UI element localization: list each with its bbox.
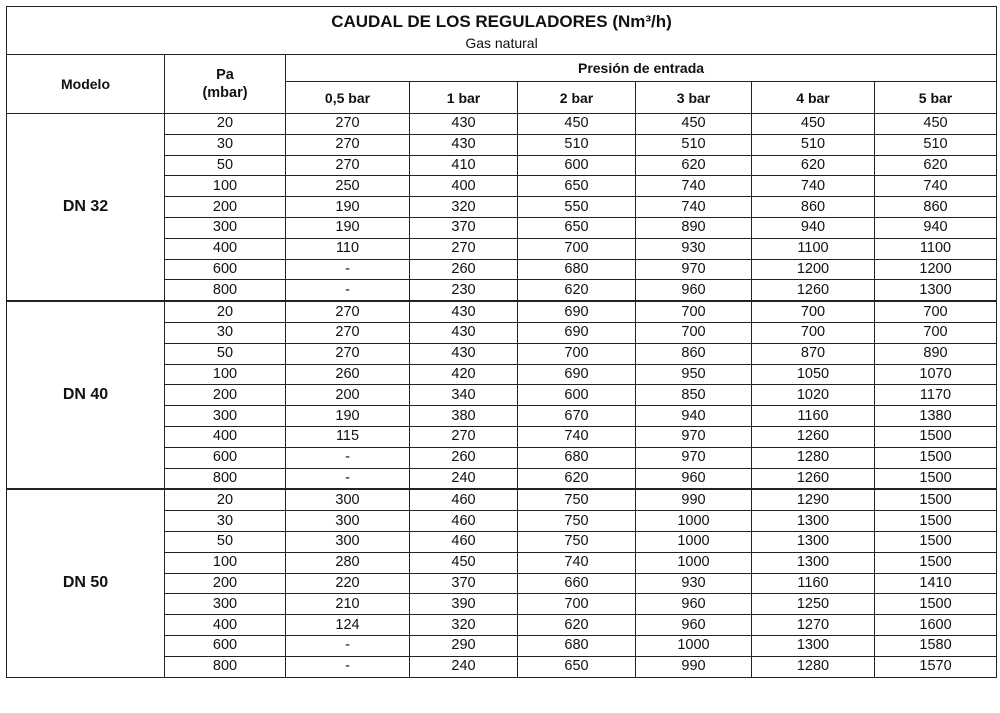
pa-value-cell: 400 (165, 238, 286, 259)
flow-value-cell: 870 (752, 343, 875, 364)
flow-value-cell: 1100 (752, 238, 875, 259)
regulator-flow-table (6, 6, 997, 678)
table-row (7, 114, 997, 135)
flow-value-cell: 1170 (875, 385, 997, 406)
flow-value-cell: 240 (410, 468, 518, 489)
flow-value-cell: 620 (636, 155, 752, 176)
flow-value-cell: 260 (286, 364, 410, 385)
pa-value-cell: 300 (165, 217, 286, 238)
flow-value-cell: 124 (286, 615, 410, 636)
pa-value-cell: 600 (165, 447, 286, 468)
flow-value-cell: 700 (518, 343, 636, 364)
flow-value-cell: 620 (518, 615, 636, 636)
flow-value-cell: 300 (286, 511, 410, 532)
pa-value-cell: 20 (165, 301, 286, 322)
pa-value-cell: 800 (165, 656, 286, 677)
flow-value-cell: 1290 (752, 489, 875, 510)
flow-value-cell: 1260 (752, 468, 875, 489)
flow-value-cell: 1070 (875, 364, 997, 385)
flow-value-cell: 250 (286, 176, 410, 197)
flow-value-cell: 1160 (752, 573, 875, 594)
flow-value-cell: 270 (286, 134, 410, 155)
flow-value-cell: 860 (875, 197, 997, 218)
flow-value-cell: 740 (518, 426, 636, 447)
flow-value-cell: 970 (636, 447, 752, 468)
pa-value-cell: 300 (165, 406, 286, 427)
flow-value-cell: 450 (752, 114, 875, 135)
flow-value-cell: 1500 (875, 468, 997, 489)
header-pa-line2: (mbar) (202, 85, 248, 101)
flow-value-cell: 270 (410, 426, 518, 447)
pa-value-cell: 20 (165, 114, 286, 135)
flow-value-cell: 1280 (752, 447, 875, 468)
flow-value-cell: 1300 (752, 635, 875, 656)
flow-value-cell: 200 (286, 385, 410, 406)
flow-value-cell: - (286, 468, 410, 489)
flow-value-cell: 1300 (752, 552, 875, 573)
flow-value-cell: 700 (636, 322, 752, 343)
flow-value-cell: 1020 (752, 385, 875, 406)
flow-value-cell: - (286, 280, 410, 301)
flow-value-cell: 990 (636, 489, 752, 510)
flow-value-cell: 270 (286, 155, 410, 176)
flow-value-cell: 430 (410, 134, 518, 155)
flow-value-cell: 510 (875, 134, 997, 155)
flow-value-cell: 960 (636, 280, 752, 301)
flow-value-cell: 1270 (752, 615, 875, 636)
flow-value-cell: 740 (636, 197, 752, 218)
pa-value-cell: 300 (165, 594, 286, 615)
flow-value-cell: 1280 (752, 656, 875, 677)
flow-value-cell: 1260 (752, 426, 875, 447)
pa-value-cell: 800 (165, 468, 286, 489)
flow-value-cell: 740 (636, 176, 752, 197)
flow-value-cell: 190 (286, 217, 410, 238)
flow-value-cell: 300 (286, 531, 410, 552)
flow-value-cell: 410 (410, 155, 518, 176)
flow-value-cell: 750 (518, 489, 636, 510)
pa-value-cell: 200 (165, 197, 286, 218)
flow-value-cell: 510 (518, 134, 636, 155)
flow-value-cell: 430 (410, 301, 518, 322)
pa-value-cell: 200 (165, 385, 286, 406)
flow-value-cell: 680 (518, 447, 636, 468)
flow-value-cell: 1500 (875, 531, 997, 552)
flow-value-cell: 320 (410, 615, 518, 636)
flow-value-cell: 190 (286, 406, 410, 427)
flow-value-cell: 1000 (636, 552, 752, 573)
flow-value-cell: 270 (410, 238, 518, 259)
flow-value-cell: 940 (752, 217, 875, 238)
flow-value-cell: 1410 (875, 573, 997, 594)
flow-value-cell: 1050 (752, 364, 875, 385)
flow-value-cell: 1300 (752, 531, 875, 552)
table-body (7, 114, 997, 678)
flow-value-cell: 430 (410, 322, 518, 343)
pa-value-cell: 600 (165, 259, 286, 280)
flow-value-cell: 260 (410, 259, 518, 280)
flow-value-cell: 1000 (636, 531, 752, 552)
pa-value-cell: 30 (165, 511, 286, 532)
header-pressure-3: 3 bar (636, 82, 752, 114)
flow-value-cell: 660 (518, 573, 636, 594)
flow-value-cell: 600 (518, 155, 636, 176)
flow-value-cell: 750 (518, 531, 636, 552)
model-cell: DN 40 (7, 301, 165, 489)
flow-value-cell: 690 (518, 364, 636, 385)
pa-value-cell: 200 (165, 573, 286, 594)
flow-value-cell: - (286, 635, 410, 656)
flow-value-cell: 950 (636, 364, 752, 385)
flow-value-cell: 450 (518, 114, 636, 135)
pa-value-cell: 800 (165, 280, 286, 301)
header-pressure-0: 0,5 bar (286, 82, 410, 114)
flow-value-cell: 860 (636, 343, 752, 364)
flow-value-cell: 960 (636, 615, 752, 636)
flow-value-cell: 700 (518, 594, 636, 615)
flow-value-cell: 370 (410, 217, 518, 238)
flow-value-cell: 1500 (875, 511, 997, 532)
header-pressure-5: 5 bar (875, 82, 997, 114)
flow-value-cell: 400 (410, 176, 518, 197)
flow-value-cell: 620 (875, 155, 997, 176)
flow-value-cell: 1500 (875, 489, 997, 510)
flow-value-cell: 850 (636, 385, 752, 406)
header-modelo: Modelo (7, 55, 165, 114)
header-pressure-2: 2 bar (518, 82, 636, 114)
table-subtitle: Gas natural (465, 34, 538, 51)
flow-value-cell: 680 (518, 635, 636, 656)
flow-value-cell: 1500 (875, 447, 997, 468)
flow-value-cell: 1260 (752, 280, 875, 301)
header-pressure-1: 1 bar (410, 82, 518, 114)
flow-value-cell: 930 (636, 238, 752, 259)
flow-value-cell: 680 (518, 259, 636, 280)
flow-value-cell: 1380 (875, 406, 997, 427)
flow-value-cell: 260 (410, 447, 518, 468)
flow-value-cell: 430 (410, 114, 518, 135)
flow-value-cell: 270 (286, 322, 410, 343)
flow-value-cell: 230 (410, 280, 518, 301)
model-cell: DN 50 (7, 489, 165, 677)
flow-value-cell: 320 (410, 197, 518, 218)
pa-value-cell: 30 (165, 322, 286, 343)
flow-value-cell: 240 (410, 656, 518, 677)
flow-value-cell: 930 (636, 573, 752, 594)
model-cell: DN 32 (7, 114, 165, 302)
flow-value-cell: 1000 (636, 511, 752, 532)
flow-value-cell: 1300 (752, 511, 875, 532)
flow-value-cell: 620 (752, 155, 875, 176)
flow-value-cell: 1000 (636, 635, 752, 656)
flow-value-cell: 1570 (875, 656, 997, 677)
flow-value-cell: 190 (286, 197, 410, 218)
flow-value-cell: 700 (875, 301, 997, 322)
flow-value-cell: 890 (636, 217, 752, 238)
flow-value-cell: 860 (752, 197, 875, 218)
flow-value-cell: 1160 (752, 406, 875, 427)
pa-value-cell: 400 (165, 426, 286, 447)
header-pa (165, 55, 286, 114)
flow-value-cell: 670 (518, 406, 636, 427)
flow-value-cell: 740 (875, 176, 997, 197)
flow-value-cell: 380 (410, 406, 518, 427)
table-row (7, 301, 997, 322)
table-row (7, 489, 997, 510)
flow-value-cell: 510 (752, 134, 875, 155)
pa-value-cell: 20 (165, 489, 286, 510)
flow-value-cell: 650 (518, 176, 636, 197)
flow-value-cell: 740 (518, 552, 636, 573)
flow-value-cell: - (286, 447, 410, 468)
flow-value-cell: 270 (286, 343, 410, 364)
pa-value-cell: 400 (165, 615, 286, 636)
flow-value-cell: 690 (518, 322, 636, 343)
flow-value-cell: 960 (636, 594, 752, 615)
pa-value-cell: 50 (165, 155, 286, 176)
flow-value-cell: 270 (286, 301, 410, 322)
pa-value-cell: 100 (165, 364, 286, 385)
flow-value-cell: 620 (518, 468, 636, 489)
table-title: CAUDAL DE LOS REGULADORES (Nm³/h) (331, 12, 672, 32)
header-pa-line1: Pa (216, 66, 234, 83)
pa-value-cell: 50 (165, 343, 286, 364)
header-pressure-4: 4 bar (752, 82, 875, 114)
flow-value-cell: 700 (875, 322, 997, 343)
flow-value-cell: 220 (286, 573, 410, 594)
regulator-flow-table-container (6, 6, 996, 710)
flow-value-cell: 460 (410, 531, 518, 552)
flow-value-cell: 700 (752, 301, 875, 322)
flow-value-cell: 280 (286, 552, 410, 573)
flow-value-cell: 1580 (875, 635, 997, 656)
flow-value-cell: 450 (875, 114, 997, 135)
pa-value-cell: 100 (165, 176, 286, 197)
flow-value-cell: 340 (410, 385, 518, 406)
flow-value-cell: 430 (410, 343, 518, 364)
flow-value-cell: 700 (636, 301, 752, 322)
flow-value-cell: 270 (286, 114, 410, 135)
flow-value-cell: 300 (286, 489, 410, 510)
flow-value-cell: 1250 (752, 594, 875, 615)
flow-value-cell: 510 (636, 134, 752, 155)
table-title-cell (7, 7, 997, 55)
flow-value-cell: 740 (752, 176, 875, 197)
flow-value-cell: 600 (518, 385, 636, 406)
flow-value-cell: 940 (875, 217, 997, 238)
flow-value-cell: 970 (636, 426, 752, 447)
pa-value-cell: 30 (165, 134, 286, 155)
flow-value-cell: 1100 (875, 238, 997, 259)
flow-value-cell: 420 (410, 364, 518, 385)
flow-value-cell: 970 (636, 259, 752, 280)
flow-value-cell: 460 (410, 511, 518, 532)
flow-value-cell: 1300 (875, 280, 997, 301)
flow-value-cell: 890 (875, 343, 997, 364)
flow-value-cell: 370 (410, 573, 518, 594)
flow-value-cell: - (286, 259, 410, 280)
flow-value-cell: 460 (410, 489, 518, 510)
flow-value-cell: 1500 (875, 552, 997, 573)
flow-value-cell: 1200 (752, 259, 875, 280)
flow-value-cell: 750 (518, 511, 636, 532)
pa-value-cell: 100 (165, 552, 286, 573)
flow-value-cell: 650 (518, 217, 636, 238)
flow-value-cell: 1500 (875, 426, 997, 447)
flow-value-cell: 650 (518, 656, 636, 677)
flow-value-cell: 115 (286, 426, 410, 447)
pa-value-cell: 50 (165, 531, 286, 552)
flow-value-cell: 700 (518, 238, 636, 259)
pa-value-cell: 600 (165, 635, 286, 656)
header-presion-entrada: Presión de entrada (286, 55, 997, 82)
flow-value-cell: 550 (518, 197, 636, 218)
flow-value-cell: 390 (410, 594, 518, 615)
flow-value-cell: 620 (518, 280, 636, 301)
flow-value-cell: 990 (636, 656, 752, 677)
flow-value-cell: 700 (752, 322, 875, 343)
flow-value-cell: 1600 (875, 615, 997, 636)
flow-value-cell: 450 (636, 114, 752, 135)
flow-value-cell: 450 (410, 552, 518, 573)
flow-value-cell: 290 (410, 635, 518, 656)
flow-value-cell: 1500 (875, 594, 997, 615)
flow-value-cell: 210 (286, 594, 410, 615)
flow-value-cell: 940 (636, 406, 752, 427)
flow-value-cell: 690 (518, 301, 636, 322)
flow-value-cell: - (286, 656, 410, 677)
flow-value-cell: 960 (636, 468, 752, 489)
flow-value-cell: 1200 (875, 259, 997, 280)
flow-value-cell: 110 (286, 238, 410, 259)
